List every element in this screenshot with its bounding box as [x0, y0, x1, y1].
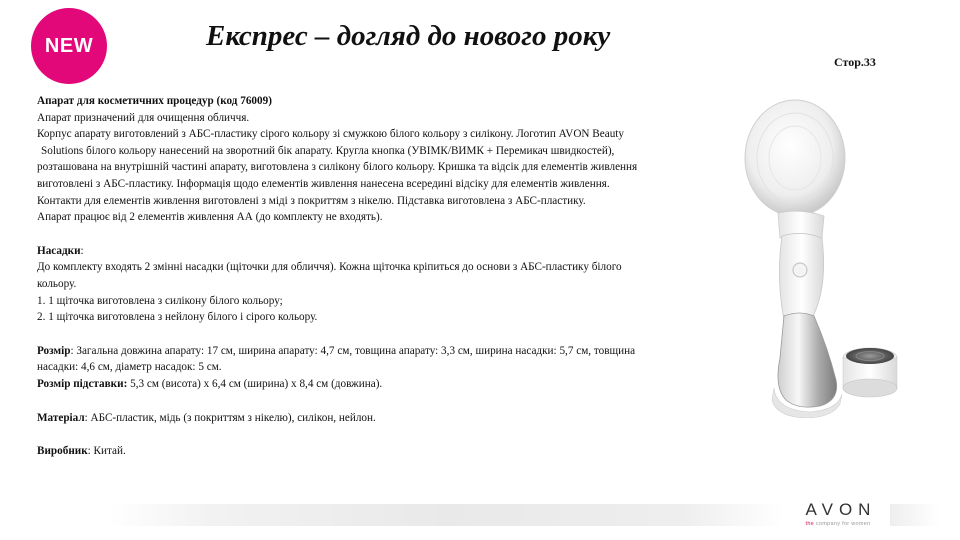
stand-size-line — [37, 376, 743, 393]
material-label: Матеріал — [37, 411, 85, 424]
new-badge-label: NEW — [44, 34, 94, 57]
attachments-label: Насадки — [37, 244, 81, 257]
size-text: : Загальна довжина апарату: 17 см, ширина апарату: 4,7 см, товщина апарату: 3,3 см, ширина насадки: 5,7 см, товщина — [70, 344, 636, 357]
product-line: Апарат призначений для очищення обличчя. — [37, 111, 250, 124]
product-description — [37, 93, 743, 460]
attachments-heading — [37, 243, 743, 260]
product-line: Апарат працює від 2 елементів живлення АА (до комплекту не входять). — [37, 211, 383, 224]
attachments-line: 2. 1 щіточка виготовлена з нейлону білого і сірого кольору. — [37, 311, 318, 324]
stand-size-label: Розмір підставки: — [37, 377, 128, 390]
manufacturer-label: Виробник — [37, 445, 88, 458]
new-badge — [31, 8, 107, 84]
product-line: Корпус апарату виготовлений з АБС-пластику сірого кольору зі смужкою білого кольору з силікону. Логотип AVON Beauty — [37, 128, 624, 141]
avon-logo — [792, 500, 884, 527]
manufacturer-text: : Китай. — [87, 445, 126, 458]
product-line: Контакти для елементів живлення виготовлені з міді з покриттям з нікелю. Підставка виготовлена з АБС-пластику. — [37, 194, 586, 207]
product-line: Solutions білого кольору нанесений на зворотний бік апарату. Кругла кнопка (УВІМК/ВИМК + Перемикач швидкостей), — [41, 144, 615, 157]
material-text: : АБС-пластик, мідь (з покриттям з нікелю), силікон, нейлон. — [84, 411, 376, 424]
size-line — [37, 343, 743, 360]
attachments-colon: : — [80, 244, 84, 257]
brush-head — [745, 100, 845, 216]
material-line — [37, 410, 743, 427]
avon-tagline-prefix: the — [805, 521, 815, 527]
avon-tagline — [792, 521, 884, 527]
footer-bar — [108, 504, 784, 526]
attachments-line: 1. 1 щіточка виготовлена з силікону білого кольору; — [37, 294, 283, 307]
size-line-2: насадки: 4,6 см, діаметр насадок: 5 см. — [37, 361, 222, 374]
cleansing-device-image — [740, 88, 900, 418]
avon-tagline-rest: company for women — [814, 521, 871, 527]
size-label: Розмір — [37, 344, 71, 357]
product-line: виготовлені з АБС-пластику. Інформація щодо елементів живлення нанесена всередині відсіку для елементів живлення. — [37, 177, 610, 190]
page-number: Стор.33 — [834, 55, 876, 69]
footer-bar-right — [890, 504, 940, 526]
product-heading: Апарат для косметичних процедур (код 76009) — [37, 95, 272, 107]
page-title: Експрес – догляд до нового року — [206, 20, 611, 52]
spare-brush-attachment — [843, 348, 897, 397]
avon-logo-word: AVON — [805, 500, 877, 519]
attachments-line: кольору. — [37, 277, 77, 290]
product-line: розташована на внутрішній частині апарату, виготовлена з силікону білого кольору. Кришка та відсік для елементів живлення — [37, 161, 638, 174]
attachments-line: До комплекту входять 2 змінні насадки (щіточки для обличчя). Кожна щіточка кріпиться до основи з АБС-пластику білого — [37, 261, 622, 274]
manufacturer-line — [37, 443, 743, 460]
stand-size-text: 5,3 см (висота) х 6,4 см (ширина) х 8,4 см (довжина). — [127, 377, 383, 390]
power-button — [793, 263, 807, 277]
